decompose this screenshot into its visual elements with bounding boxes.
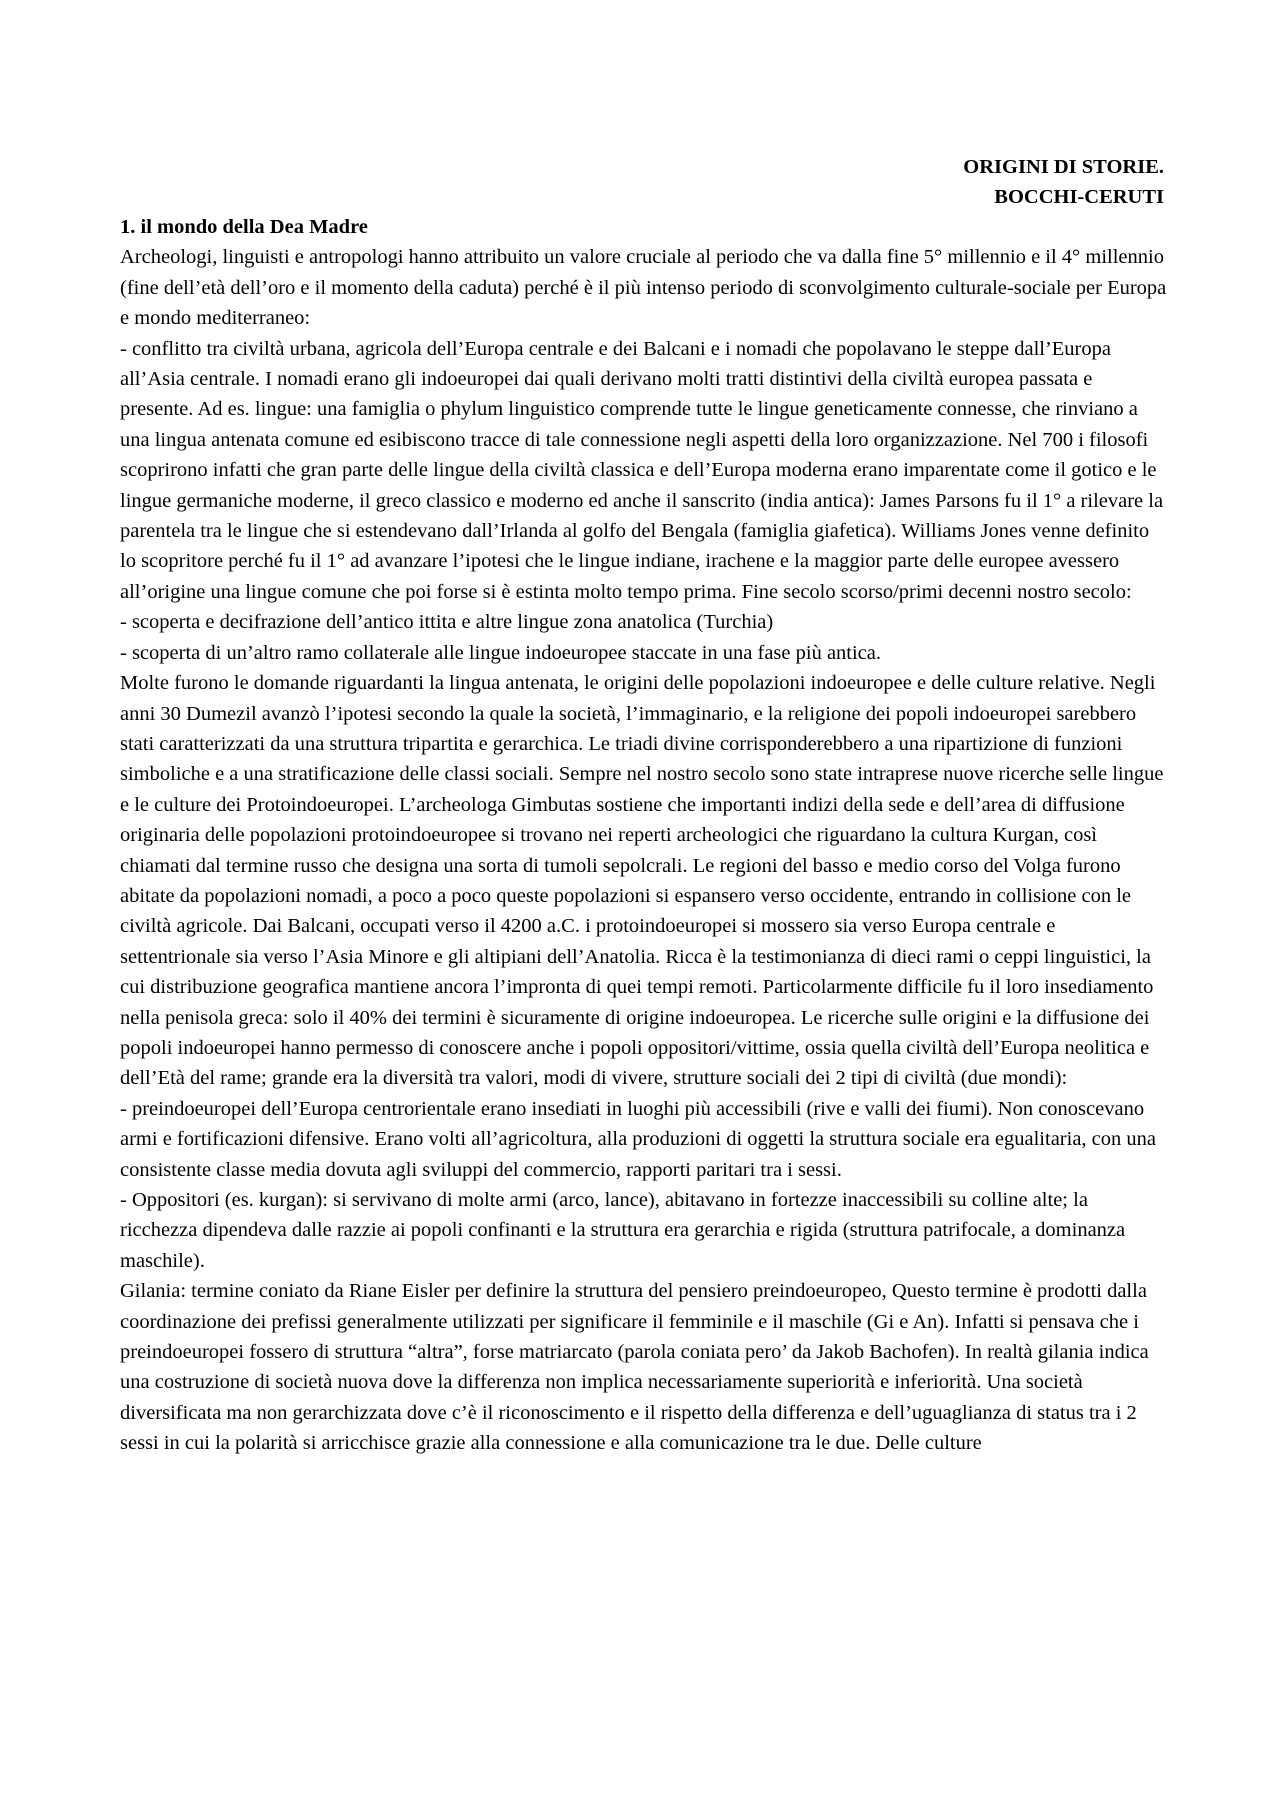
document-title-line2: BOCCHI-CERUTI	[994, 186, 1164, 208]
paragraph-oppositori: - Oppositori (es. kurgan): si servivano di molte armi (arco, lance), abitavano in fortezze inaccessibili su colline alte; la ricchezza dipendeva dalle razzie ai popoli confinanti e la struttura era gerarchia e rigida (struttura patrifocale, a dominanza maschile).	[120, 1189, 1126, 1272]
paragraph-gilania: Gilania: termine coniato da Riane Eisler per definire la struttura del pensiero preindoeuropeo, Questo termine è prodotti dalla coordinazione dei prefissi generalmente utilizzati per significare il femminile e il maschile (Gi e An). Infatti si pensava che i preindoeuropei fossero di struttura “altra”, forse matriarcato (parola coniata pero’ da Jakob Bachofen). In realtà gilania indica una costruzione di società nuova dove la differenza non implica necessariamente superiorità e inferiorità. Una società diversificata ma non gerarchizzata dove c’è il riconoscimento e il rispetto della differenza e dell’uguaglianza di status tra i 2 sessi in cui la polarità si arricchisce grazie alla connessione e alla comunicazione tra le due. Delle culture	[120, 1280, 1149, 1455]
paragraph-intro: Archeologi, linguisti e antropologi hanno attribuito un valore cruciale al periodo che va dalla fine 5° millennio e il 4° millennio (fine dell’età dell’oro e il momento della caduta) perché è il più intenso periodo di sconvolgimento culturale-sociale per Europa e mondo mediterraneo:	[120, 246, 1167, 330]
paragraph-bullet-ittita: - scoperta e decifrazione dell’antico ittita e altre lingue zona anatolica (Turchia)	[120, 611, 774, 634]
section-title: 1. il mondo della Dea Madre	[120, 216, 368, 238]
document-body	[120, 212, 1168, 1459]
document-header	[963, 152, 1164, 212]
paragraph-domande: Molte furono le domande riguardanti la lingua antenata, le origini delle popolazioni indoeuropee e delle culture relative. Negli anni 30 Dumezil avanzò l’ipotesi secondo la quale la società, l’immaginario, e la religione dei popoli indoeuropei sarebbero stati caratterizzati da una struttura tripartita e gerarchica. Le triadi divine corrisponderebbero a una ripartizione di funzioni simboliche e a una stratificazione delle classi sociali. Sempre nel nostro secolo sono state intraprese nuove ricerche selle lingue e le culture dei Protoindoeuropei. L’archeologa Gimbutas sostiene che importanti indizi della sede e dell’area di diffusione originaria delle popolazioni protoindoeuropee si trovano nei reperti archeologici che riguardano la cultura Kurgan, così chiamati dal termine russo che designa una sorta di tumoli sepolcrali. Le regioni del basso e medio corso del Volga furono abitate da popolazioni nomadi, a poco a poco queste popolazioni si espansero verso occidente, entrando in collisione con le civiltà agricole. Dai Balcani, occupati verso il 4200 a.C. i protoindoeuropei si mossero sia verso Europa centrale e settentrionale sia verso l’Asia Minore e gli altipiani dell’Anatolia. Ricca è la testimonianza di dieci rami o ceppi linguistici, la cui distribuzione geografica mantiene ancora l’impronta di quei tempi remoti. Particolarmente difficile fu il loro insediamento nella penisola greca: solo il 40% dei termini è sicuramente di origine indoeuropea. Le ricerche sulle origini e la diffusione dei popoli indoeuropei hanno permesso di conoscere anche i popoli oppositori/vittime, ossia quella civiltà dell’Europa neolitica e dell’Età del rame; grande era la diversità tra valori, modi di vivere, strutture sociali dei 2 tipi di civiltà (due mondi):	[120, 672, 1164, 1090]
document-title-line1: ORIGINI DI STORIE.	[963, 156, 1164, 178]
paragraph-conflict: - conflitto tra civiltà urbana, agricola dell’Europa centrale e dei Balcani e i nomadi che popolavano le steppe dall’Europa all’Asia centrale. I nomadi erano gli indoeuropei dai quali derivano molti tratti distintivi della civiltà europea passata e presente. Ad es. lingue: una famiglia o phylum linguistico comprende tutte le lingue geneticamente connesse, che rinviano a una lingua antenata comune ed esibiscono tracce di tale connessione negli aspetti della loro organizzazione. Nel 700 i filosofi scoprirono infatti che gran parte delle lingue della civiltà classica e dell’Europa moderna erano imparentate come il gotico e le lingue germaniche moderne, il greco classico e moderno ed anche il sanscrito (india antica): James Parsons fu il 1° a rilevare la parentela tra le lingue che si estendevano dall’Irlanda al golfo del Bengala (famiglia giafetica). Williams Jones venne definito lo scopritore perché fu il 1° ad avanzare l’ipotesi che le lingue indiane, irachene e la maggior parte delle europee avessero all’origine una lingue comune che poi forse si è estinta molto tempo prima. Fine secolo scorso/primi decenni nostro secolo:	[120, 337, 1164, 603]
paragraph-bullet-ramo: - scoperta di un’altro ramo collaterale alle lingue indoeuropee staccate in una fase più antica.	[120, 641, 882, 664]
paragraph-preindoeuropei: - preindoeuropei dell’Europa centrorientale erano insediati in luoghi più accessibili (rive e valli dei fiumi). Non conoscevano armi e fortificazioni difensive. Erano volti all’agricoltura, alla produzioni di oggetti la struttura sociale era egualitaria, con una consistente classe media dovuta agli sviluppi del commercio, rapporti paritari tra i sessi.	[120, 1097, 1156, 1181]
